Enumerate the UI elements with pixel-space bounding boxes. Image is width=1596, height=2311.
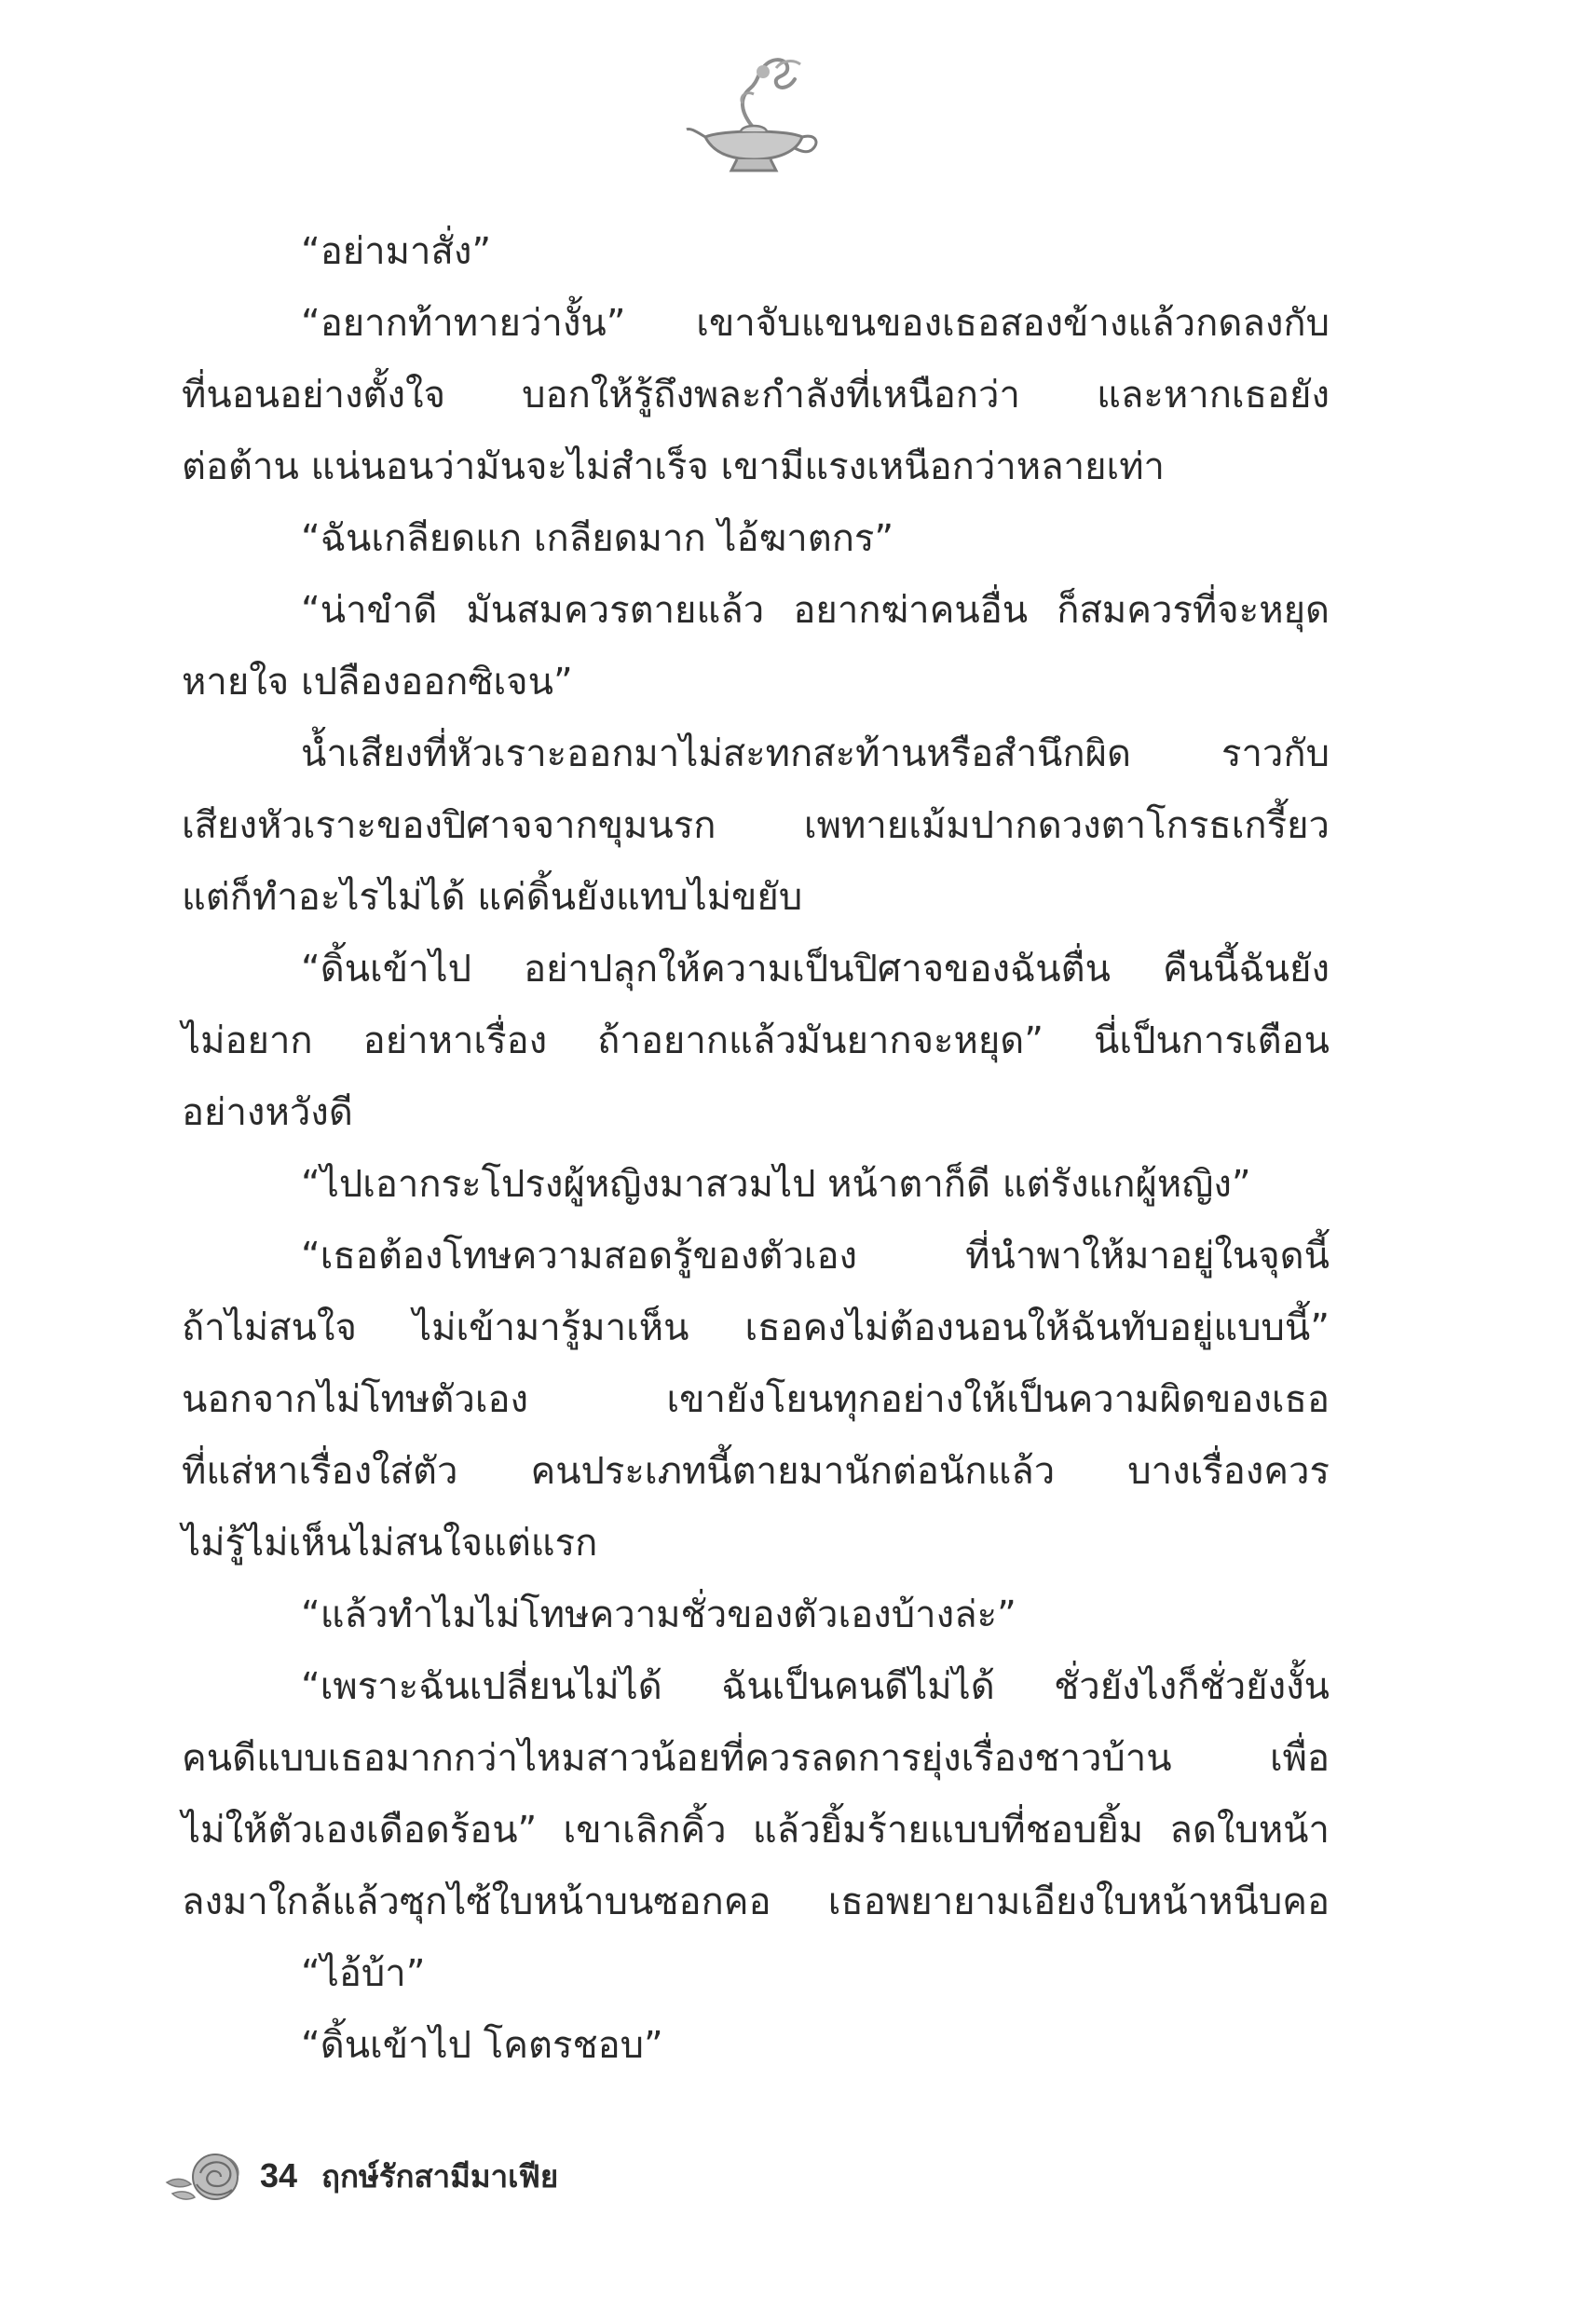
text-line: ลงมาใกล้แล้วซุกไซ้ใบหน้าบนซอกคอ เธอพยายามเอียงใบหน้าหนีบคอ <box>182 1880 1330 1923</box>
body-text <box>182 216 1330 2082</box>
paragraph <box>182 575 1330 718</box>
paragraph <box>182 1579 1330 1651</box>
text-line: คนดีแบบเธอมากกว่าไหมสาวน้อยที่ควรลดการยุ่งเรื่องชาวบ้าน เพื่อ <box>182 1737 1330 1780</box>
text-line: อย่างหวังดี <box>182 1091 353 1134</box>
paragraph <box>182 1221 1330 1579</box>
text-line: “ฉันเกลียดแก เกลียดมาก ไอ้ฆาตกร” <box>301 517 894 560</box>
paragraph <box>182 1651 1330 1938</box>
text-line: “ไปเอากระโปรงผู้หญิงมาสวมไป หน้าตาก็ดี แต่รังแกผู้หญิง” <box>301 1163 1251 1206</box>
text-line: “เธอต้องโทษความสอดรู้ของตัวเอง ที่นำพาให้มาอยู่ในจุดนี้ <box>301 1235 1330 1278</box>
paragraph <box>182 288 1330 503</box>
page-number: 34 <box>260 2156 298 2195</box>
paragraph <box>182 934 1330 1149</box>
text-line: ไม่อยาก อย่าหาเรื่อง ถ้าอยากแล้วมันยากจะหยุด” นี่เป็นการเตือน <box>182 1019 1330 1062</box>
book-title: ฤกษ์รักสามีมาเฟีย <box>321 2157 559 2195</box>
genie-lamp-icon <box>685 51 825 177</box>
text-line: ไม่รู้ไม่เห็นไม่สนใจแต่แรก <box>182 1522 598 1565</box>
text-line: ที่นอนอย่างตั้งใจ บอกให้รู้ถึงพละกำลังที่เหนือกว่า และหากเธอยัง <box>182 374 1330 417</box>
text-line: ไม่ให้ตัวเองเดือดร้อน” เขาเลิกคิ้ว แล้วยิ้มร้ายแบบที่ชอบยิ้ม ลดใบหน้า <box>182 1809 1330 1852</box>
text-line: น้ำเสียงที่หัวเราะออกมาไม่สะทกสะท้านหรือสำนึกผิด ราวกับ <box>301 732 1330 775</box>
text-line: “ดิ้นเข้าไป โคตรชอบ” <box>301 2024 663 2067</box>
text-line: นอกจากไม่โทษตัวเอง เขายังโยนทุกอย่างให้เป็นความผิดของเธอ <box>182 1378 1330 1421</box>
text-line: ถ้าไม่สนใจ ไม่เข้ามารู้มาเห็น เธอคงไม่ต้องนอนให้ฉันทับอยู่แบบนี้” <box>182 1306 1330 1349</box>
text-line: เสียงหัวเราะของปิศาจจากขุมนรก เพทายเม้มปากดวงตาโกรธเกรี้ยว <box>182 804 1330 847</box>
text-line: หายใจ เปลืองออกซิเจน” <box>182 661 573 704</box>
paragraph <box>182 718 1330 934</box>
text-line: “อยากท้าทายว่างั้น” เขาจับแขนของเธอสองข้างแล้วกดลงกับ <box>301 302 1330 345</box>
text-line: ที่แส่หาเรื่องใส่ตัว คนประเภทนี้ตายมานักต่อนักแล้ว บางเรื่องควร <box>182 1450 1330 1493</box>
text-line: “น่าขำดี มันสมควรตายแล้ว อยากฆ่าคนอื่น ก็สมควรที่จะหยุด <box>301 589 1330 632</box>
text-line: “อย่ามาสั่ง” <box>301 230 492 273</box>
rose-icon <box>163 2145 247 2207</box>
paragraph <box>182 1149 1330 1221</box>
text-line: “ไอ้บ้า” <box>301 1952 426 1995</box>
text-line: “ดิ้นเข้าไป อย่าปลุกให้ความเป็นปิศาจของฉันตื่น คืนนี้ฉันยัง <box>301 948 1330 991</box>
paragraph <box>182 1938 1330 2010</box>
paragraph <box>182 216 1330 288</box>
page-footer <box>163 2143 558 2208</box>
paragraph <box>182 503 1330 575</box>
text-line: “เพราะฉันเปลี่ยนไม่ได้ ฉันเป็นคนดีไม่ได้ ชั่วยังไงก็ชั่วยังงั้น <box>301 1665 1330 1708</box>
text-line: ต่อต้าน แน่นอนว่ามันจะไม่สำเร็จ เขามีแรงเหนือกว่าหลายเท่า <box>182 445 1166 488</box>
paragraph <box>182 2010 1330 2082</box>
text-line: แต่ก็ทำอะไรไม่ได้ แค่ดิ้นยังแทบไม่ขยับ <box>182 876 803 919</box>
text-line: “แล้วทำไมไม่โทษความชั่วของตัวเองบ้างล่ะ” <box>301 1593 1016 1636</box>
